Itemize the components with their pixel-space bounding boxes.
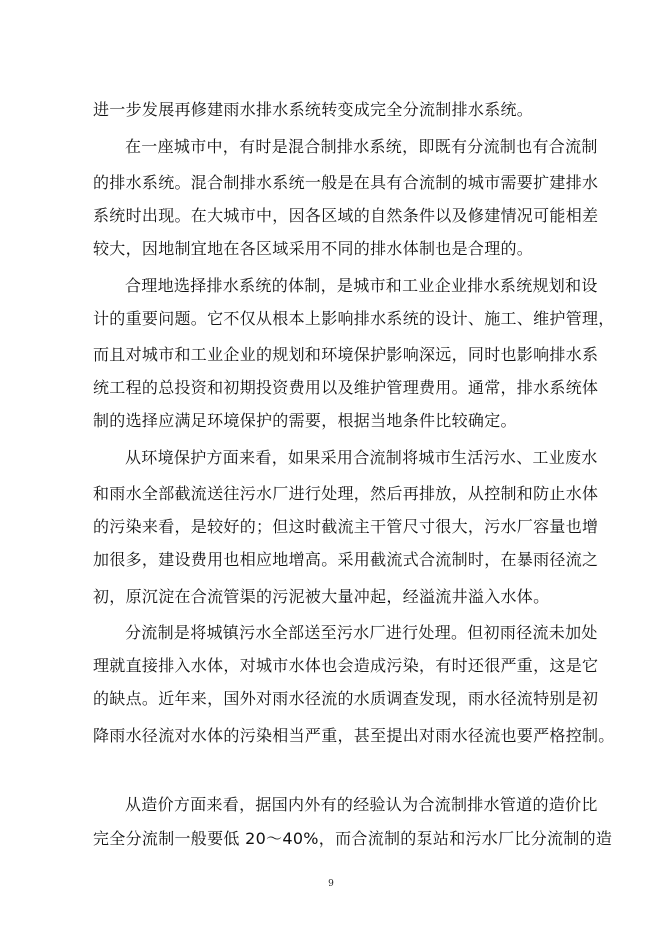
text-line: 统工程的总投资和初期投资费用以及维护管理费用。通常，排水系统体: [93, 378, 599, 397]
text-line: 的缺点。近年来，国外对雨水径流的水质调查发现，雨水径流特别是初: [93, 689, 599, 708]
text-line: 降雨水径流对水体的污染相当严重，甚至提出对雨水径流也要严格控制。: [93, 726, 615, 745]
text-line: 制的选择应满足环境保护的需要，根据当地条件比较确定。: [93, 411, 517, 430]
text-line: 从造价方面来看，据国内外有的经验认为合流制排水管道的造价比: [125, 795, 598, 814]
text-line: 进一步发展再修建雨水排水系统转变成完全分流制排水系统。: [93, 100, 534, 119]
text-line: 系统时出现。在大城市中，因各区域的自然条件以及修建情况可能相差: [93, 206, 599, 225]
text-line: 完全分流制一般要低 20～40%，而合流制的泵站和污水厂比分流制的造: [93, 829, 613, 848]
text-line: 的污染来看，是较好的；但这时截流主干管尺寸很大，污水厂容量也增: [93, 517, 599, 536]
text-line: 加很多，建设费用也相应地增高。采用截流式合流制时，在暴雨径流之: [93, 550, 599, 569]
text-line: 而且对城市和工业企业的规划和环境保护影响深远，同时也影响排水系: [93, 345, 599, 364]
text-line: 计的重要问题。它不仅从根本上影响排水系统的设计、施工、维护管理，: [93, 309, 615, 328]
text-line: 合理地选择排水系统的体制，是城市和工业企业排水系统规划和设: [125, 276, 598, 295]
text-line: 从环境保护方面来看，如果采用合流制将城市生活污水、工业废水: [125, 448, 598, 467]
text-line: 的排水系统。混合制排水系统一般是在具有合流制的城市需要扩建排水: [93, 173, 599, 192]
text-line: 较大，因地制宜地在各区域采用不同的排水体制也是合理的。: [93, 239, 534, 258]
page-number: 9: [328, 879, 334, 889]
text-line: 在一座城市中，有时是混合制排水系统，即既有分流制也有合流制: [125, 137, 598, 156]
text-line: 初，原沉淀在合流管渠的污泥被大量冲起，经溢流井溢入水体。: [93, 587, 550, 606]
text-line: 理就直接排入水体，对城市水体也会造成污染，有时还很严重，这是它: [93, 656, 599, 675]
text-line: 分流制是将城镇污水全部送至污水厂进行处理。但初雨径流未加处: [125, 623, 598, 642]
text-line: 和雨水全部截流送往污水厂进行处理，然后再排放，从控制和防止水体: [93, 484, 599, 503]
